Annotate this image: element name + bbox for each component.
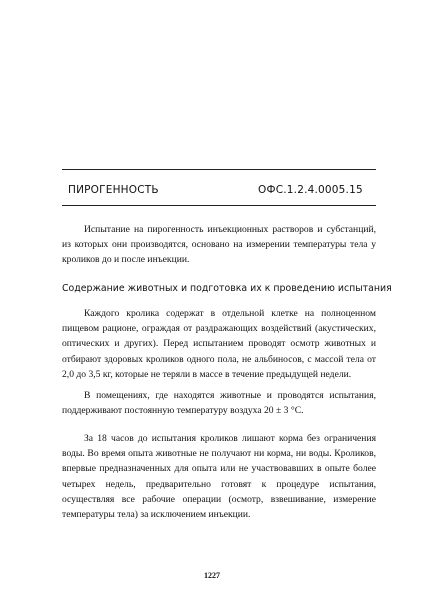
header-top-rule [62,169,376,170]
header-bottom-rule [62,205,376,206]
monograph-title: ПИРОГЕННОСТЬ [68,184,159,196]
paragraph-housing: Каждого кролика содержат в отдельной клетке на полноценном пищевом рационе, ограждая от раздражающих воздействий (акустических, оптических и других). Перед испытанием проводят осмотр животных и отбирают здоровых кроликов одного пола, не альбиносов, с массой тела от 2,0 до 3,5 кг, которые не теряли в массе в течение предыдущей недели. [62,308,376,380]
page-number: 1227 [204,571,220,580]
intro-paragraph: Испытание на пирогенность инъекционных растворов и субстанций, из которых они производятся, основано на измерении температуры тела у кроликов до и после инъекции. [62,224,376,266]
paragraph-temperature: В помещениях, где находятся животные и проводятся испытания, поддерживают постоянную температуру воздуха 20 ± 3 °С. [62,390,376,417]
monograph-code: ОФС.1.2.4.0005.15 [258,184,363,196]
section-heading: Содержание животных и подготовка их к проведению испытания [62,283,392,294]
paragraph-preparation: За 18 часов до испытания кроликов лишают корма без ограничения воды. Во время опыта животные не получают ни корма, ни воды. Кроликов, впервые предназначенных для опыта или не участвовавших в опыте более четырех недель, предварительно готовят к процедуре испытания, осуществляя все рабочие операции (осмотр, взвешивание, измерение температуры тела) за исключением инъекции. [62,433,376,521]
